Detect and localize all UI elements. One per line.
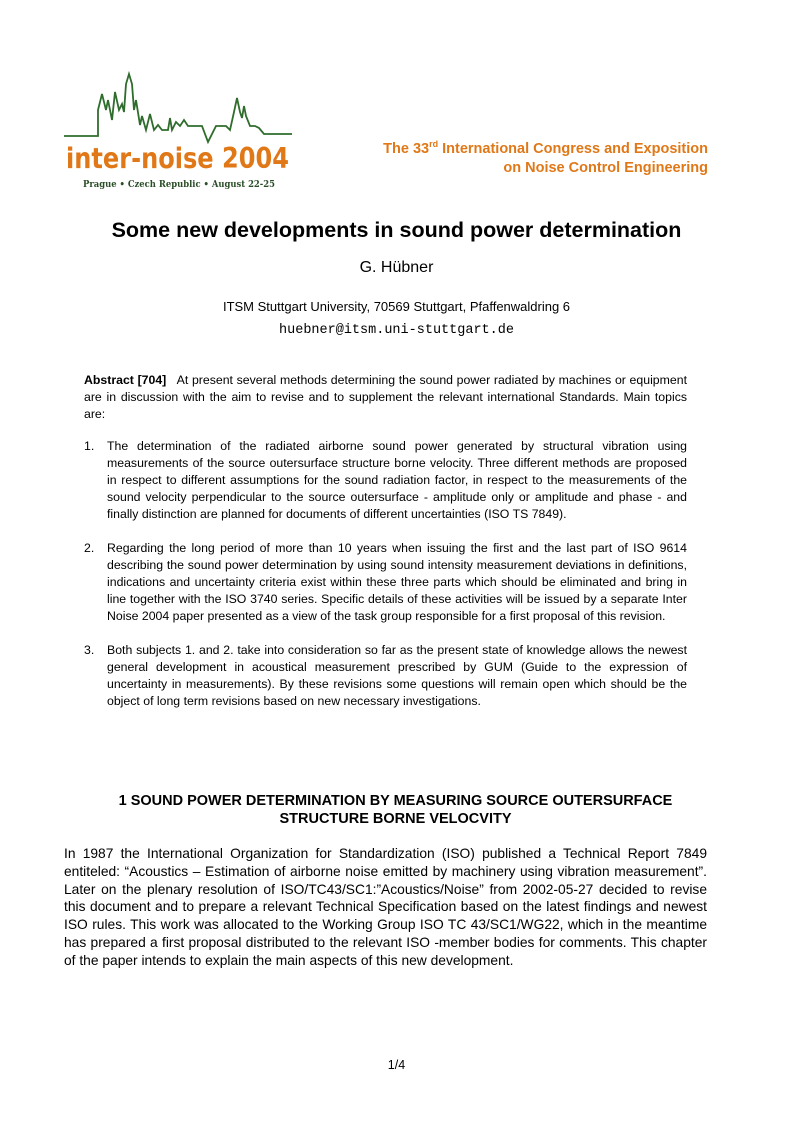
conference-name bbox=[330, 140, 708, 178]
section-paragraph: In 1987 the International Organization for Standardization (ISO) published a Technical Report 7849 entiteled: “Acoustics – Estimation of airborne noise emitted by machinery using vibration measurement”. Later on the plenary resolution of ISO/TC43/SC1:”Acoustics/Noise” from 2002-05-27 decided to revise this document and to prepare a relevant Technical Specification based on the latest findings and newest ISO rules. This work was allocated to the Working Group ISO TC 43/SC1/WG22, which in the meantime has prepared a first proposal distributed to the relevant ISO -member bodies for comments. This chapter of the paper intends to explain the main aspects of this new development. bbox=[64, 846, 707, 968]
prague-skyline-graphic bbox=[64, 74, 292, 142]
list-item-text: Both subjects 1. and 2. take into consideration so far as the present state of knowledge allows the newest general development in acoustical measurement prescribed by GUM (Guide to the expression of uncertainty in measurements). By these revisions some questions will remain open which should be the object of long term revisions based on new necessary investigations. bbox=[107, 643, 687, 708]
logo-tagline: Prague • Czech Republic • August 22-25 bbox=[83, 180, 275, 190]
author-name: G. Hübner bbox=[359, 259, 434, 276]
abstract-topic-list bbox=[84, 438, 687, 727]
abstract-text: At present several methods determining the sound power radiated by machines or equipment are in discussion with the aim to revise and to supplement the relevant international Standards. Main topics are: bbox=[84, 373, 687, 421]
list-item bbox=[84, 438, 687, 523]
abstract-label: Abstract [704] bbox=[84, 373, 167, 387]
list-item-number: 1. bbox=[84, 439, 95, 453]
paper-title: Some new developments in sound power determination bbox=[111, 218, 682, 242]
ordinal-suffix: rd bbox=[429, 139, 439, 149]
list-item bbox=[84, 540, 687, 625]
author-email: huebner@itsm.uni-stuttgart.de bbox=[279, 323, 514, 338]
author-affiliation: ITSM Stuttgart University, 70569 Stuttgart, Pfaffenwaldring 6 bbox=[222, 299, 571, 314]
inter-noise-2004-logo bbox=[62, 70, 294, 194]
section-heading: 1 SOUND POWER DETERMINATION BY MEASURING SOURCE OUTERSURFACE STRUCTURE BORNE VELOCVITY bbox=[118, 793, 673, 827]
logo-wordmark: inter-noise 2004 bbox=[66, 142, 289, 175]
list-item-number: 2. bbox=[84, 541, 95, 555]
abstract-paragraph bbox=[84, 372, 687, 423]
list-item-text: Regarding the long period of more than 10 years when issuing the first and the last part of ISO 9614 describing the sound power determination by using sound intensity measurement deviations in definitions, indications and uncertainty criteria exist within these three parts which should be eliminated and bring in line together with the ISO 3740 series. Specific details of these activities will be issued by a separate Inter Noise 2004 paper presented as a view of the task group responsible for a first proposal of this revision. bbox=[107, 541, 687, 623]
conference-line-1: The 33rd International Congress and Exposition bbox=[383, 139, 708, 157]
list-item-text: The determination of the radiated airborne sound power generated by structural vibration using measurements of the source outersurface structure borne velocity. Three different methods are proposed in respect to different assumptions for the sound radiation factor, in respect to the measurements of the sound velocity perpendicular to the source outersurface - amplitude only or amplitude and phase - and finally distinction are planned for documents of different uncertainties (ISO TS 7849). bbox=[107, 439, 687, 521]
conference-line-2: on Noise Control Engineering bbox=[503, 160, 708, 176]
list-item bbox=[84, 642, 687, 710]
page-number: 1/4 bbox=[387, 1058, 406, 1072]
list-item-number: 3. bbox=[84, 643, 95, 657]
